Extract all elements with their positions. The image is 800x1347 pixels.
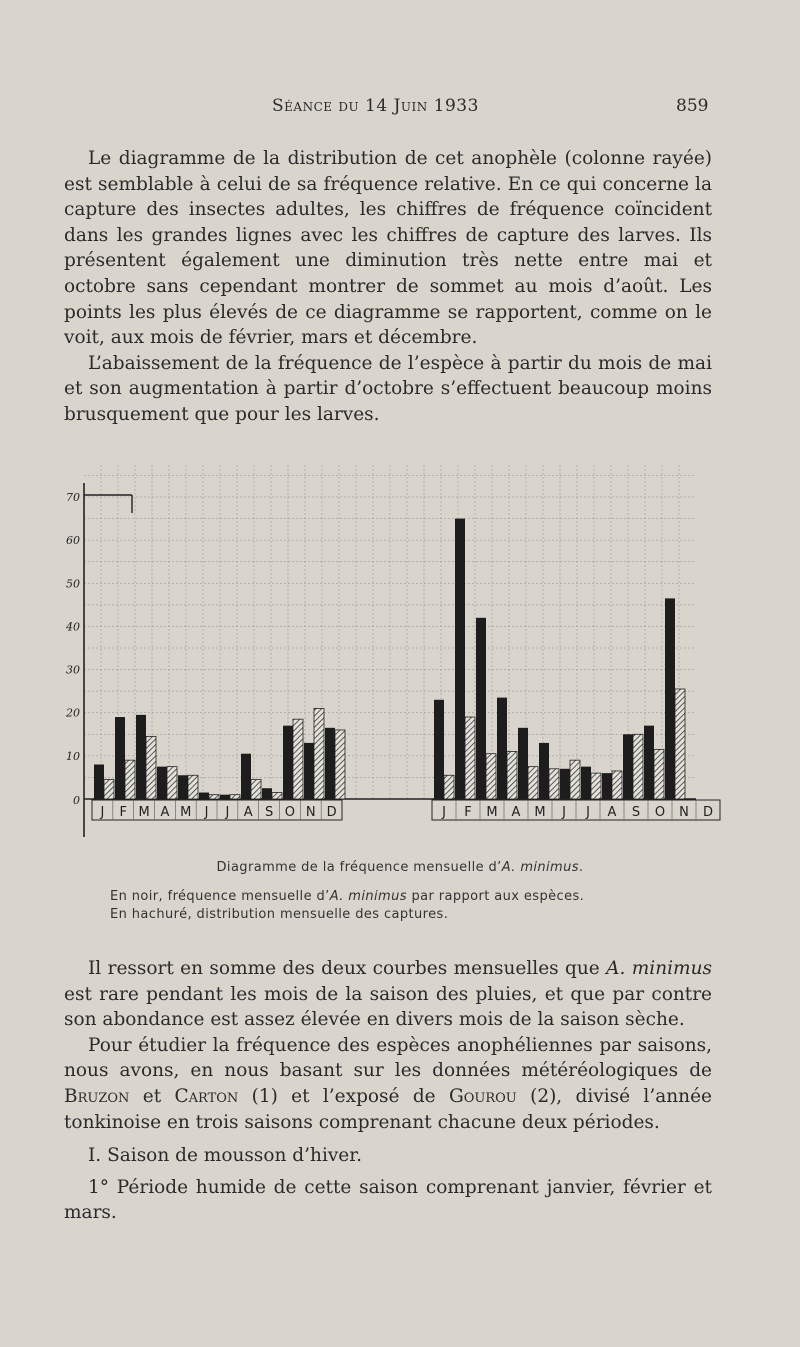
bar-captures <box>125 760 135 799</box>
month-label: O <box>654 805 666 820</box>
month-label: A <box>511 805 521 820</box>
bar-frequency <box>497 698 507 799</box>
month-label: N <box>679 805 689 820</box>
bar-captures <box>612 771 622 799</box>
paragraph-abaissement: L’abaissement de la fréquence de l’espèce à partir du mois de mai et son augmentation à partir d’octobre s’effectuent beaucoup moins brusquement que pour les larves. <box>64 352 712 425</box>
caption-species: A. minimus <box>501 860 579 875</box>
running-title: Séance du 14 Juin 1933 <box>272 96 479 116</box>
month-label: F <box>464 805 472 820</box>
bar-frequency <box>115 717 125 799</box>
bar-captures <box>335 730 345 799</box>
chart-caption-title: Diagramme de la fréquence mensuelle d’A. minimus. <box>216 860 584 875</box>
y-tick-label: 10 <box>66 749 80 763</box>
bar-captures <box>654 749 664 799</box>
bar-frequency <box>455 519 465 799</box>
chart-caption-legend-hatched: En hachuré, distribution mensuelle des captures. <box>110 907 449 922</box>
y-tick-label: 40 <box>66 620 80 634</box>
bar-captures <box>633 734 643 799</box>
bar-captures <box>251 780 261 799</box>
month-label: D <box>326 805 337 820</box>
y-tick-label: 20 <box>66 706 80 720</box>
month-label: J <box>586 805 590 820</box>
bar-captures <box>570 760 580 799</box>
month-label: J <box>442 805 446 820</box>
month-label: A <box>607 805 617 820</box>
bar-frequency <box>199 793 209 799</box>
bar-captures <box>293 719 303 799</box>
month-label: J <box>100 805 105 820</box>
bar-frequency <box>560 769 570 799</box>
y-tick-label: 70 <box>66 491 80 504</box>
bar-captures <box>272 793 282 799</box>
bar-captures <box>104 780 114 799</box>
bar-frequency <box>94 764 104 799</box>
month-label: M <box>180 805 192 820</box>
bar-captures <box>507 752 517 799</box>
bar-captures <box>549 769 559 799</box>
paragraph-saisons: Pour étudier la fréquence des espèces anophéliennes par saisons, nous avons, en nous basant sur les données météréologiques de Bruzon et Carton (1) et l’exposé de Gourou (2), divisé l’année tonkinoise en trois saisons comprenant chacune deux périodes. <box>64 1034 712 1133</box>
month-label: M <box>534 805 546 820</box>
bar-captures <box>486 754 496 799</box>
bar-frequency <box>518 728 528 799</box>
bar-captures <box>528 767 538 799</box>
y-tick-label: 30 <box>66 663 80 677</box>
month-label: J <box>562 805 566 820</box>
author-carton: Carton <box>174 1085 239 1107</box>
bar-captures <box>209 795 219 799</box>
bar-captures <box>591 773 601 799</box>
y-tick-label: 0 <box>73 794 80 807</box>
bar-frequency <box>434 700 444 799</box>
bar-frequency <box>325 728 335 799</box>
bar-frequency <box>220 795 230 799</box>
section-heading: I. Saison de mousson d’hiver. <box>88 1145 362 1167</box>
chart-caption-legend-black: En noir, fréquence mensuelle d’A. minimus par rapport aux espèces. <box>110 889 585 904</box>
bar-captures <box>146 736 156 799</box>
month-label: J <box>204 805 209 820</box>
bar-frequency <box>539 743 549 799</box>
month-label: O <box>284 805 296 820</box>
y-tick-label: 50 <box>66 577 80 591</box>
bar-frequency <box>283 726 293 799</box>
author-bruzon: Bruzon <box>64 1085 130 1107</box>
bar-captures <box>675 689 685 799</box>
month-label: M <box>138 805 150 820</box>
bar-frequency <box>665 598 675 799</box>
text-block-top <box>64 146 712 428</box>
bar-captures <box>230 795 240 799</box>
bar-frequency <box>178 775 188 799</box>
month-label: D <box>702 805 714 820</box>
month-label: S <box>264 805 274 820</box>
paragraph-conclusion: Il ressort en somme des deux courbes mensuelles que A. minimus est rare pendant les mois de la saison des pluies, et que par contre son abondance est assez élevée en divers mois de la saison sèche. <box>64 958 712 1031</box>
bar-frequency <box>136 715 146 799</box>
month-label: S <box>631 805 641 820</box>
bar-frequency <box>581 767 591 799</box>
month-label: N <box>305 805 316 820</box>
bar-frequency <box>262 788 272 799</box>
bar-frequency <box>602 773 612 799</box>
bar-captures <box>465 717 475 799</box>
month-label: A <box>160 805 170 820</box>
month-label: F <box>119 805 127 820</box>
bar-captures <box>167 767 177 799</box>
bar-frequency <box>476 618 486 799</box>
bar-frequency <box>157 767 167 799</box>
bar-frequency <box>304 743 314 799</box>
page-number: 859 <box>676 96 709 116</box>
bar-captures <box>314 708 324 799</box>
author-gourou: Gourou <box>448 1085 517 1107</box>
y-tick-label: 60 <box>66 534 80 548</box>
text-block-bottom <box>64 956 712 1226</box>
paragraph-distribution: Le diagramme de la distribution de cet anophèle (colonne rayée) est semblable à celui de sa fréquence relative. En ce qui concerne la capture des insectes adultes, les chiffres de fréquence coïncident dans les grandes lignes avec les chiffres de capture des larves. Ils présentent également une diminution très nette entre mai et octobre sans cependant montrer de sommet au mois d’août. Les points les plus élevés de ce diagramme se rapportent, comme on le voit, aux mois de février, mars et décembre. <box>64 148 712 349</box>
period-text: 1° Période humide de cette saison comprenant janvier, février et mars. <box>64 1176 712 1224</box>
bar-captures <box>444 775 454 799</box>
month-label: A <box>243 805 253 820</box>
month-label: M <box>486 805 498 820</box>
bar-frequency <box>644 726 654 799</box>
bar-frequency <box>241 754 251 799</box>
month-label: J <box>225 805 230 820</box>
bar-captures <box>188 775 198 799</box>
running-header <box>0 96 800 120</box>
frequency-chart <box>60 455 714 850</box>
bar-frequency <box>623 734 633 799</box>
